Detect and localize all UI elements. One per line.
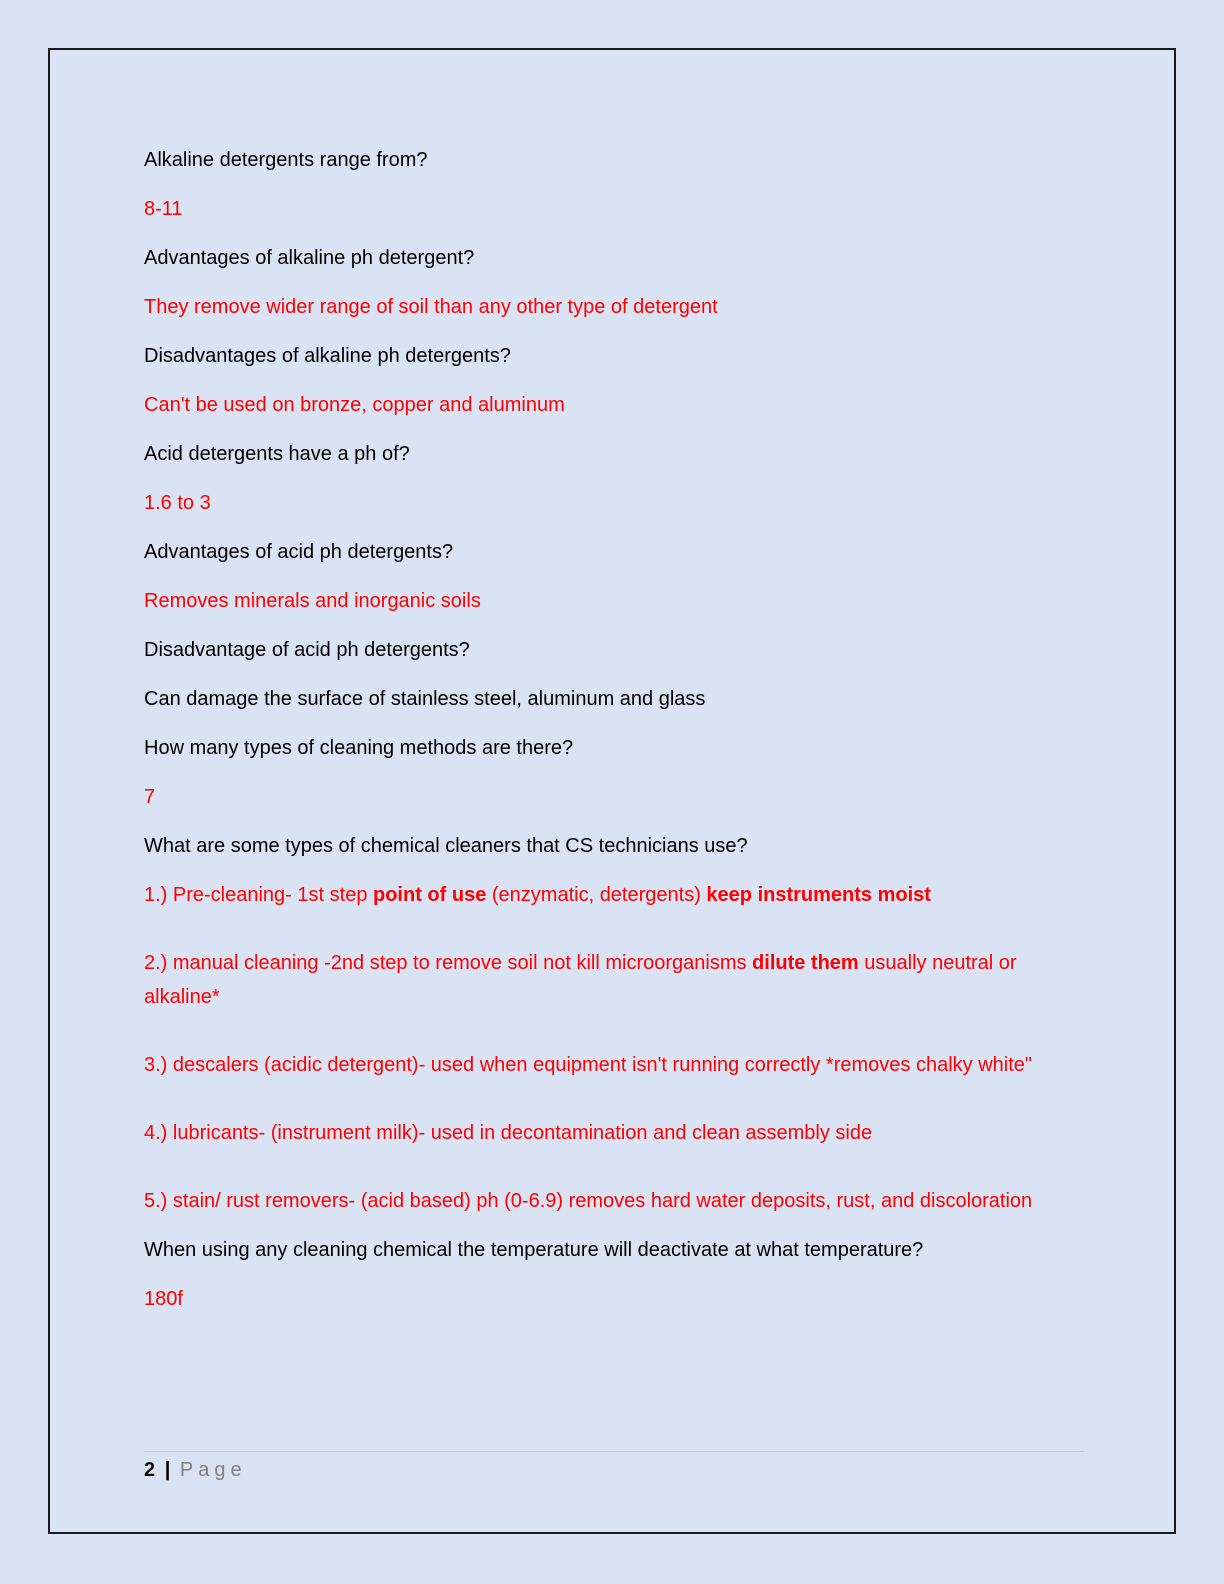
list-item-descalers: 3.) descalers (acidic detergent)- used when equipment isn't running correctly *removes chalky white" [144,1054,1032,1076]
answer-acid-ph: 1.6 to 3 [144,492,211,514]
question-acid-ph: Acid detergents have a ph of? [144,443,410,465]
question-acid-disadvantage: Disadvantage of acid ph detergents? [144,639,470,661]
list-item-stain-rust-removers: 5.) stain/ rust removers- (acid based) ph (0-6.9) removes hard water deposits, rust, and discoloration [144,1190,1033,1212]
answer-alkaline-range: 8-11 [144,198,183,220]
question-alkaline-advantages: Advantages of alkaline ph detergent? [144,247,475,269]
list-item-lubricants: 4.) lubricants- (instrument milk)- used in decontamination and clean assembly side [144,1122,873,1144]
list-item-emphasis: point of use [373,884,487,906]
footer-divider [144,1451,1084,1452]
list-item-text: (enzymatic, detergents) [486,884,707,906]
list-item-text: 2.) manual cleaning -2nd step to remove soil not kill microorganisms [144,952,753,974]
answer-alkaline-advantages: They remove wider range of soil than any other type of detergent [144,296,718,318]
answer-acid-advantages: Removes minerals and inorganic soils [144,590,481,612]
question-acid-advantages: Advantages of acid ph detergents? [144,541,454,563]
page-label: Page [179,1459,247,1481]
list-item-text: 1.) Pre-cleaning- 1st step [144,884,373,906]
question-chemical-cleaners: What are some types of chemical cleaners that CS technicians use? [144,835,748,857]
question-alkaline-range: Alkaline detergents range from? [144,149,428,171]
page-footer [144,1456,247,1484]
list-item-manual-cleaning [144,946,1084,1014]
answer-cleaning-methods: 7 [144,786,156,808]
answer-alkaline-disadvantages: Can't be used on bronze, copper and aluminum [144,394,565,416]
question-alkaline-disadvantages: Disadvantages of alkaline ph detergents? [144,345,511,367]
list-item-emphasis: dilute them [752,952,859,974]
question-deactivation-temperature: When using any cleaning chemical the temperature will deactivate at what temperature? [144,1239,924,1261]
answer-deactivation-temperature: 180f [144,1288,183,1310]
document-body [144,143,1084,1331]
list-item-text: usually neutral or alkaline* [144,952,1017,1008]
answer-acid-disadvantage: Can damage the surface of stainless steel, aluminum and glass [144,688,706,710]
footer-separator: | [164,1459,171,1481]
list-item-pre-cleaning [144,878,1084,912]
page-number: 2 [144,1459,156,1481]
list-item-emphasis: keep instruments moist [706,884,931,906]
question-cleaning-methods: How many types of cleaning methods are there? [144,737,574,759]
